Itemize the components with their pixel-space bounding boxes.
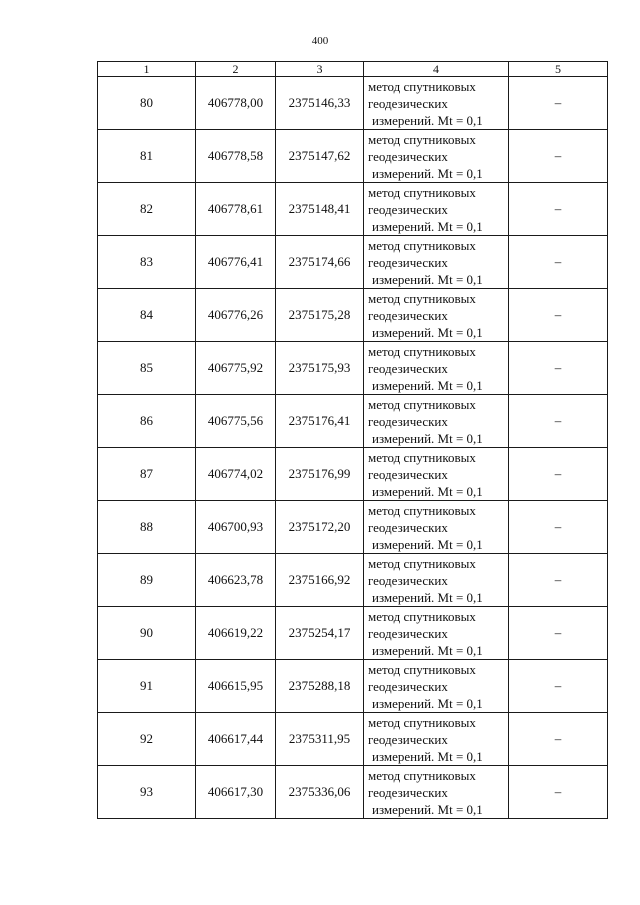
method-text-line: измерений. Mt = 0,1	[372, 271, 483, 287]
x-coordinate-cell: 406617,30	[196, 766, 276, 819]
method-text-line: геодезических	[368, 307, 448, 323]
x-coordinate-cell: 406775,92	[196, 342, 276, 395]
point-number-cell: 84	[98, 289, 196, 342]
x-coordinate-cell: 406775,56	[196, 395, 276, 448]
note-cell: –	[509, 236, 608, 289]
method-cell	[364, 395, 509, 448]
method-text-line: измерений. Mt = 0,1	[372, 642, 483, 658]
page-number: 400	[311, 35, 329, 47]
method-text-line: геодезических	[368, 254, 448, 270]
y-coordinate-cell: 2375311,95	[276, 713, 364, 766]
point-number-cell: 82	[98, 183, 196, 236]
note-cell: –	[509, 77, 608, 130]
method-text-line: геодезических	[368, 625, 448, 641]
note-cell: –	[509, 183, 608, 236]
header-col-2: 2	[196, 62, 276, 77]
y-coordinate-cell: 2375254,17	[276, 607, 364, 660]
point-number-cell: 92	[98, 713, 196, 766]
method-text-line: измерений. Mt = 0,1	[372, 218, 483, 234]
method-text-line: геодезических	[368, 148, 448, 164]
table-row	[98, 660, 608, 713]
method-text-line: измерений. Mt = 0,1	[372, 112, 483, 128]
note-cell: –	[509, 448, 608, 501]
method-text-line: метод спутниковых	[368, 237, 476, 253]
y-coordinate-cell: 2375175,28	[276, 289, 364, 342]
y-coordinate-cell: 2375288,18	[276, 660, 364, 713]
point-number-cell: 90	[98, 607, 196, 660]
x-coordinate-cell: 406619,22	[196, 607, 276, 660]
method-cell	[364, 289, 509, 342]
y-coordinate-cell: 2375146,33	[276, 77, 364, 130]
method-text-line: измерений. Mt = 0,1	[372, 589, 483, 605]
x-coordinate-cell: 406617,44	[196, 713, 276, 766]
method-text-line: измерений. Mt = 0,1	[372, 483, 483, 499]
y-coordinate-cell: 2375176,99	[276, 448, 364, 501]
method-cell	[364, 554, 509, 607]
point-number-cell: 87	[98, 448, 196, 501]
y-coordinate-cell: 2375174,66	[276, 236, 364, 289]
table-row	[98, 183, 608, 236]
x-coordinate-cell: 406778,00	[196, 77, 276, 130]
method-text-line: геодезических	[368, 784, 448, 800]
note-cell: –	[509, 713, 608, 766]
method-cell	[364, 713, 509, 766]
method-text-line: геодезических	[368, 466, 448, 482]
method-text-line: измерений. Mt = 0,1	[372, 536, 483, 552]
method-text-line: измерений. Mt = 0,1	[372, 324, 483, 340]
y-coordinate-cell: 2375336,06	[276, 766, 364, 819]
method-text-line: метод спутниковых	[368, 502, 476, 518]
method-text-line: измерений. Mt = 0,1	[372, 377, 483, 393]
note-cell: –	[509, 501, 608, 554]
method-text-line: метод спутниковых	[368, 184, 476, 200]
x-coordinate-cell: 406778,61	[196, 183, 276, 236]
method-text-line: геодезических	[368, 201, 448, 217]
table-row	[98, 607, 608, 660]
table-row	[98, 554, 608, 607]
method-text-line: метод спутниковых	[368, 661, 476, 677]
table-row	[98, 501, 608, 554]
method-text-line: измерений. Mt = 0,1	[372, 165, 483, 181]
x-coordinate-cell: 406776,26	[196, 289, 276, 342]
method-cell	[364, 342, 509, 395]
note-cell: –	[509, 130, 608, 183]
method-text-line: метод спутниковых	[368, 608, 476, 624]
x-coordinate-cell: 406623,78	[196, 554, 276, 607]
x-coordinate-cell: 406615,95	[196, 660, 276, 713]
table-header-row	[98, 62, 608, 77]
table-row	[98, 448, 608, 501]
header-col-1: 1	[98, 62, 196, 77]
method-text-line: метод спутниковых	[368, 714, 476, 730]
y-coordinate-cell: 2375147,62	[276, 130, 364, 183]
method-text-line: метод спутниковых	[368, 767, 476, 783]
note-cell: –	[509, 660, 608, 713]
method-text-line: геодезических	[368, 95, 448, 111]
method-text-line: измерений. Mt = 0,1	[372, 695, 483, 711]
coordinates-table	[97, 61, 608, 819]
table-row	[98, 130, 608, 183]
method-text-line: геодезических	[368, 572, 448, 588]
note-cell: –	[509, 554, 608, 607]
note-cell: –	[509, 342, 608, 395]
method-cell	[364, 766, 509, 819]
y-coordinate-cell: 2375175,93	[276, 342, 364, 395]
point-number-cell: 83	[98, 236, 196, 289]
table-row	[98, 77, 608, 130]
method-text-line: геодезических	[368, 731, 448, 747]
method-text-line: метод спутниковых	[368, 290, 476, 306]
table-row	[98, 766, 608, 819]
method-text-line: геодезических	[368, 519, 448, 535]
y-coordinate-cell: 2375148,41	[276, 183, 364, 236]
method-text-line: метод спутниковых	[368, 131, 476, 147]
x-coordinate-cell: 406700,93	[196, 501, 276, 554]
header-col-3: 3	[276, 62, 364, 77]
method-text-line: метод спутниковых	[368, 78, 476, 94]
method-cell	[364, 236, 509, 289]
note-cell: –	[509, 607, 608, 660]
method-text-line: геодезических	[368, 678, 448, 694]
method-text-line: геодезических	[368, 360, 448, 376]
method-text-line: измерений. Mt = 0,1	[372, 801, 483, 817]
note-cell: –	[509, 395, 608, 448]
method-cell	[364, 448, 509, 501]
method-text-line: метод спутниковых	[368, 449, 476, 465]
point-number-cell: 80	[98, 77, 196, 130]
point-number-cell: 88	[98, 501, 196, 554]
y-coordinate-cell: 2375176,41	[276, 395, 364, 448]
method-cell	[364, 660, 509, 713]
method-cell	[364, 501, 509, 554]
method-text-line: измерений. Mt = 0,1	[372, 748, 483, 764]
method-cell	[364, 77, 509, 130]
point-number-cell: 91	[98, 660, 196, 713]
table-row	[98, 289, 608, 342]
method-text-line: метод спутниковых	[368, 343, 476, 359]
point-number-cell: 89	[98, 554, 196, 607]
x-coordinate-cell: 406776,41	[196, 236, 276, 289]
header-col-5: 5	[509, 62, 608, 77]
header-col-4: 4	[364, 62, 509, 77]
method-text-line: геодезических	[368, 413, 448, 429]
note-cell: –	[509, 766, 608, 819]
table-row	[98, 713, 608, 766]
x-coordinate-cell: 406774,02	[196, 448, 276, 501]
method-text-line: измерений. Mt = 0,1	[372, 430, 483, 446]
y-coordinate-cell: 2375166,92	[276, 554, 364, 607]
table-body	[98, 77, 608, 819]
note-cell: –	[509, 289, 608, 342]
method-cell	[364, 183, 509, 236]
x-coordinate-cell: 406778,58	[196, 130, 276, 183]
y-coordinate-cell: 2375172,20	[276, 501, 364, 554]
point-number-cell: 86	[98, 395, 196, 448]
table-row	[98, 395, 608, 448]
table-row	[98, 342, 608, 395]
point-number-cell: 85	[98, 342, 196, 395]
table-row	[98, 236, 608, 289]
point-number-cell: 81	[98, 130, 196, 183]
point-number-cell: 93	[98, 766, 196, 819]
method-text-line: метод спутниковых	[368, 396, 476, 412]
method-text-line: метод спутниковых	[368, 555, 476, 571]
method-cell	[364, 130, 509, 183]
method-cell	[364, 607, 509, 660]
